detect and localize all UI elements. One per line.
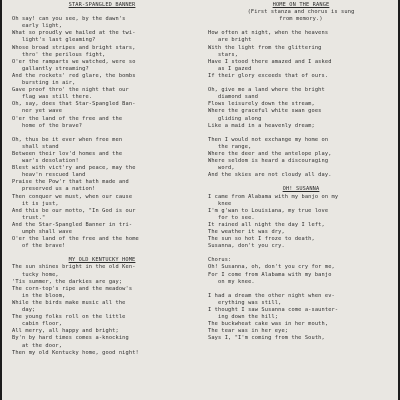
- lyric-line: I thought I saw Susanna come a-saunter-: [208, 307, 339, 314]
- home-on-the-range-stanza-2: [208, 87, 394, 130]
- lyric-line: home of the brave?: [12, 122, 83, 129]
- lyric-line: flag was still there.: [12, 94, 93, 101]
- lyric-line: And the Star-Spangled Banner in tri-: [12, 221, 133, 228]
- lyric-line: The young folks roll on the little: [12, 314, 126, 321]
- star-spangled-banner-stanza-1: [12, 16, 192, 130]
- lyric-line: And this be our motto, "In God is our: [12, 207, 136, 214]
- lyric-line: Oh! Susanna, oh, don't you cry for me,: [208, 264, 335, 271]
- lyric-line: Susanna, don't you cry.: [208, 243, 285, 250]
- lyric-line: Where the graceful white swan goes: [208, 108, 322, 115]
- oh-susanna-chorus: [208, 257, 394, 285]
- lyric-line: I'm g'wan to Louisiana, my true love: [208, 207, 329, 214]
- lyric-line: Then my old Kentucky home, good night!: [12, 349, 139, 356]
- lyric-line: How often at night, when the heavens: [208, 30, 329, 37]
- lyric-line: of the brave!: [12, 243, 66, 250]
- lyric-line: O'er the land of the free and the: [12, 115, 123, 122]
- lyric-line: With the light from the glittering: [208, 44, 322, 51]
- lyric-line: The sun shines bright in the old Ken-: [12, 264, 136, 271]
- lyric-line: And the rockets' red glare, the bombs: [12, 72, 136, 79]
- lyric-line: The tear was in her eye;: [208, 328, 289, 335]
- lyric-line: Where seldom is heard a discouraging: [208, 158, 329, 165]
- lyric-line: for to see.: [208, 214, 255, 221]
- lyric-line: bursting in air,: [12, 80, 76, 87]
- lyric-line: in the bloom,: [12, 292, 66, 299]
- lyric-line: Like a maid in a heavenly dream;: [208, 122, 315, 129]
- lyric-line: light's last gleaming?: [12, 37, 96, 44]
- home-on-the-range-stanza-1: [208, 30, 394, 80]
- lyric-line: Where the deer and the antelope play,: [208, 150, 332, 157]
- lyric-line: The weather it was dry,: [208, 229, 285, 235]
- lyric-line: Chorus:: [208, 257, 232, 264]
- lyric-line: What so proudly we hailed at the twi-: [12, 30, 136, 37]
- lyric-line: heav'n rescued land: [12, 172, 86, 179]
- star-spangled-banner-stanza-2: [12, 137, 192, 251]
- lyric-line: (First stanza and chorus is sung: [247, 9, 355, 16]
- home-on-the-range-note: [208, 9, 394, 23]
- my-old-kentucky-home-title: MY OLD KENTUCKY HOME: [68, 257, 136, 264]
- lyric-line: The sun so hot I froze to death,: [208, 236, 315, 243]
- lyric-line: Oh, say, does that Star-Spangled Ban-: [12, 101, 136, 108]
- my-old-kentucky-home-stanza: [12, 264, 192, 356]
- lyric-line: trust.": [12, 214, 46, 221]
- right-column: [208, 2, 394, 343]
- lyric-line: Gave proof thro' the night that our: [12, 87, 129, 94]
- star-spangled-banner-title: STAR-SPANGLED BANNER: [68, 2, 136, 8]
- lyric-line: 'Tis summer, the darkies are gay;: [12, 278, 123, 285]
- lyric-line: Then conquer we must, when our cause: [12, 193, 133, 200]
- lyric-line: For I come from Alabama with my banjo: [208, 271, 332, 278]
- oh-susanna-title: OH! SUSANNA: [282, 186, 320, 193]
- lyric-line: stars,: [208, 51, 239, 58]
- lyric-line: Oh say! can you see, by the dawn's: [12, 16, 126, 23]
- lyric-line: Have I stood there amazed and I asked: [208, 58, 332, 65]
- lyric-line: at the door,: [12, 342, 63, 349]
- lyric-line: I came from Alabama with my banjo on my: [208, 193, 339, 200]
- lyric-line: Says I, "I'm coming from the South,: [208, 335, 325, 342]
- left-column: [12, 2, 192, 357]
- lyric-line: knee: [208, 200, 232, 207]
- lyric-line: on my knee.: [208, 278, 255, 285]
- lyric-line: And the skies are not cloudy all day.: [208, 172, 332, 179]
- lyric-line: tucky home,: [12, 271, 59, 278]
- lyric-line: Between their lov'd homes and the: [12, 150, 123, 157]
- lyric-line: It rained all night the day I left,: [208, 221, 325, 228]
- song-sheet-page: [2, 0, 398, 400]
- lyric-line: it is just,: [12, 200, 59, 207]
- lyric-line: gallantly streaming?: [12, 65, 89, 72]
- lyric-line: Oh, give me a land where the bright: [208, 87, 325, 94]
- lyric-line: early light,: [12, 23, 63, 30]
- lyric-line: Oh, thus be it ever when free men: [12, 136, 123, 143]
- lyric-line: The buckwheat cake was in her mouth,: [208, 321, 329, 328]
- lyric-line: erything was still,: [208, 299, 282, 306]
- lyric-line: Then I would not exchange my home on: [208, 136, 329, 143]
- lyric-line: Praise the Pow'r that hath made and: [12, 179, 129, 186]
- lyric-line: word,: [208, 165, 235, 172]
- oh-susanna-stanza-2: [208, 293, 394, 343]
- lyric-line: ner yet wave: [12, 108, 63, 115]
- home-on-the-range-stanza-3: [208, 137, 394, 180]
- lyric-line: the range,: [208, 143, 252, 150]
- home-on-the-range-title: HOME ON THE RANGE: [272, 2, 330, 8]
- lyric-line: I had a dream the other night when ev-: [208, 292, 335, 299]
- lyric-line: Blest with vict'ry and peace, may the: [12, 165, 136, 172]
- lyric-line: shall stand: [12, 143, 59, 150]
- lyric-line: day;: [12, 307, 36, 314]
- lyric-line: By'n by hard times comes a-knocking: [12, 335, 129, 342]
- lyric-line: from memory.): [279, 16, 323, 23]
- lyric-line: are bright: [208, 37, 252, 44]
- oh-susanna-stanza-1: [208, 194, 394, 251]
- lyric-line: umph shall wave: [12, 229, 73, 235]
- lyric-line: O'er the ramparts we watched, were so: [12, 58, 136, 65]
- lyric-line: The corn-top's ripe and the meadow's: [12, 285, 133, 292]
- lyric-line: Whose broad stripes and bright stars,: [12, 44, 136, 51]
- lyric-line: as I gazed: [208, 65, 252, 72]
- lyric-line: diamond sand: [208, 94, 259, 101]
- lyric-line: All merry, all happy and bright;: [12, 328, 119, 335]
- lyric-line: war's desolation!: [12, 158, 79, 165]
- lyric-line: preserved us a nation!: [12, 186, 96, 193]
- lyric-line: While the birds make music all the: [12, 299, 126, 306]
- lyric-line: Flows leisurely down the stream,: [208, 101, 315, 108]
- lyric-line: thro' the perilous fight,: [12, 51, 106, 58]
- lyric-line: If their glory exceeds that of ours.: [208, 72, 329, 79]
- lyric-line: gliding along: [208, 115, 262, 122]
- lyric-line: ing down the hill;: [208, 314, 279, 321]
- lyric-line: cabin floor,: [12, 321, 63, 328]
- lyric-line: O'er the land of the free and the home: [12, 236, 139, 243]
